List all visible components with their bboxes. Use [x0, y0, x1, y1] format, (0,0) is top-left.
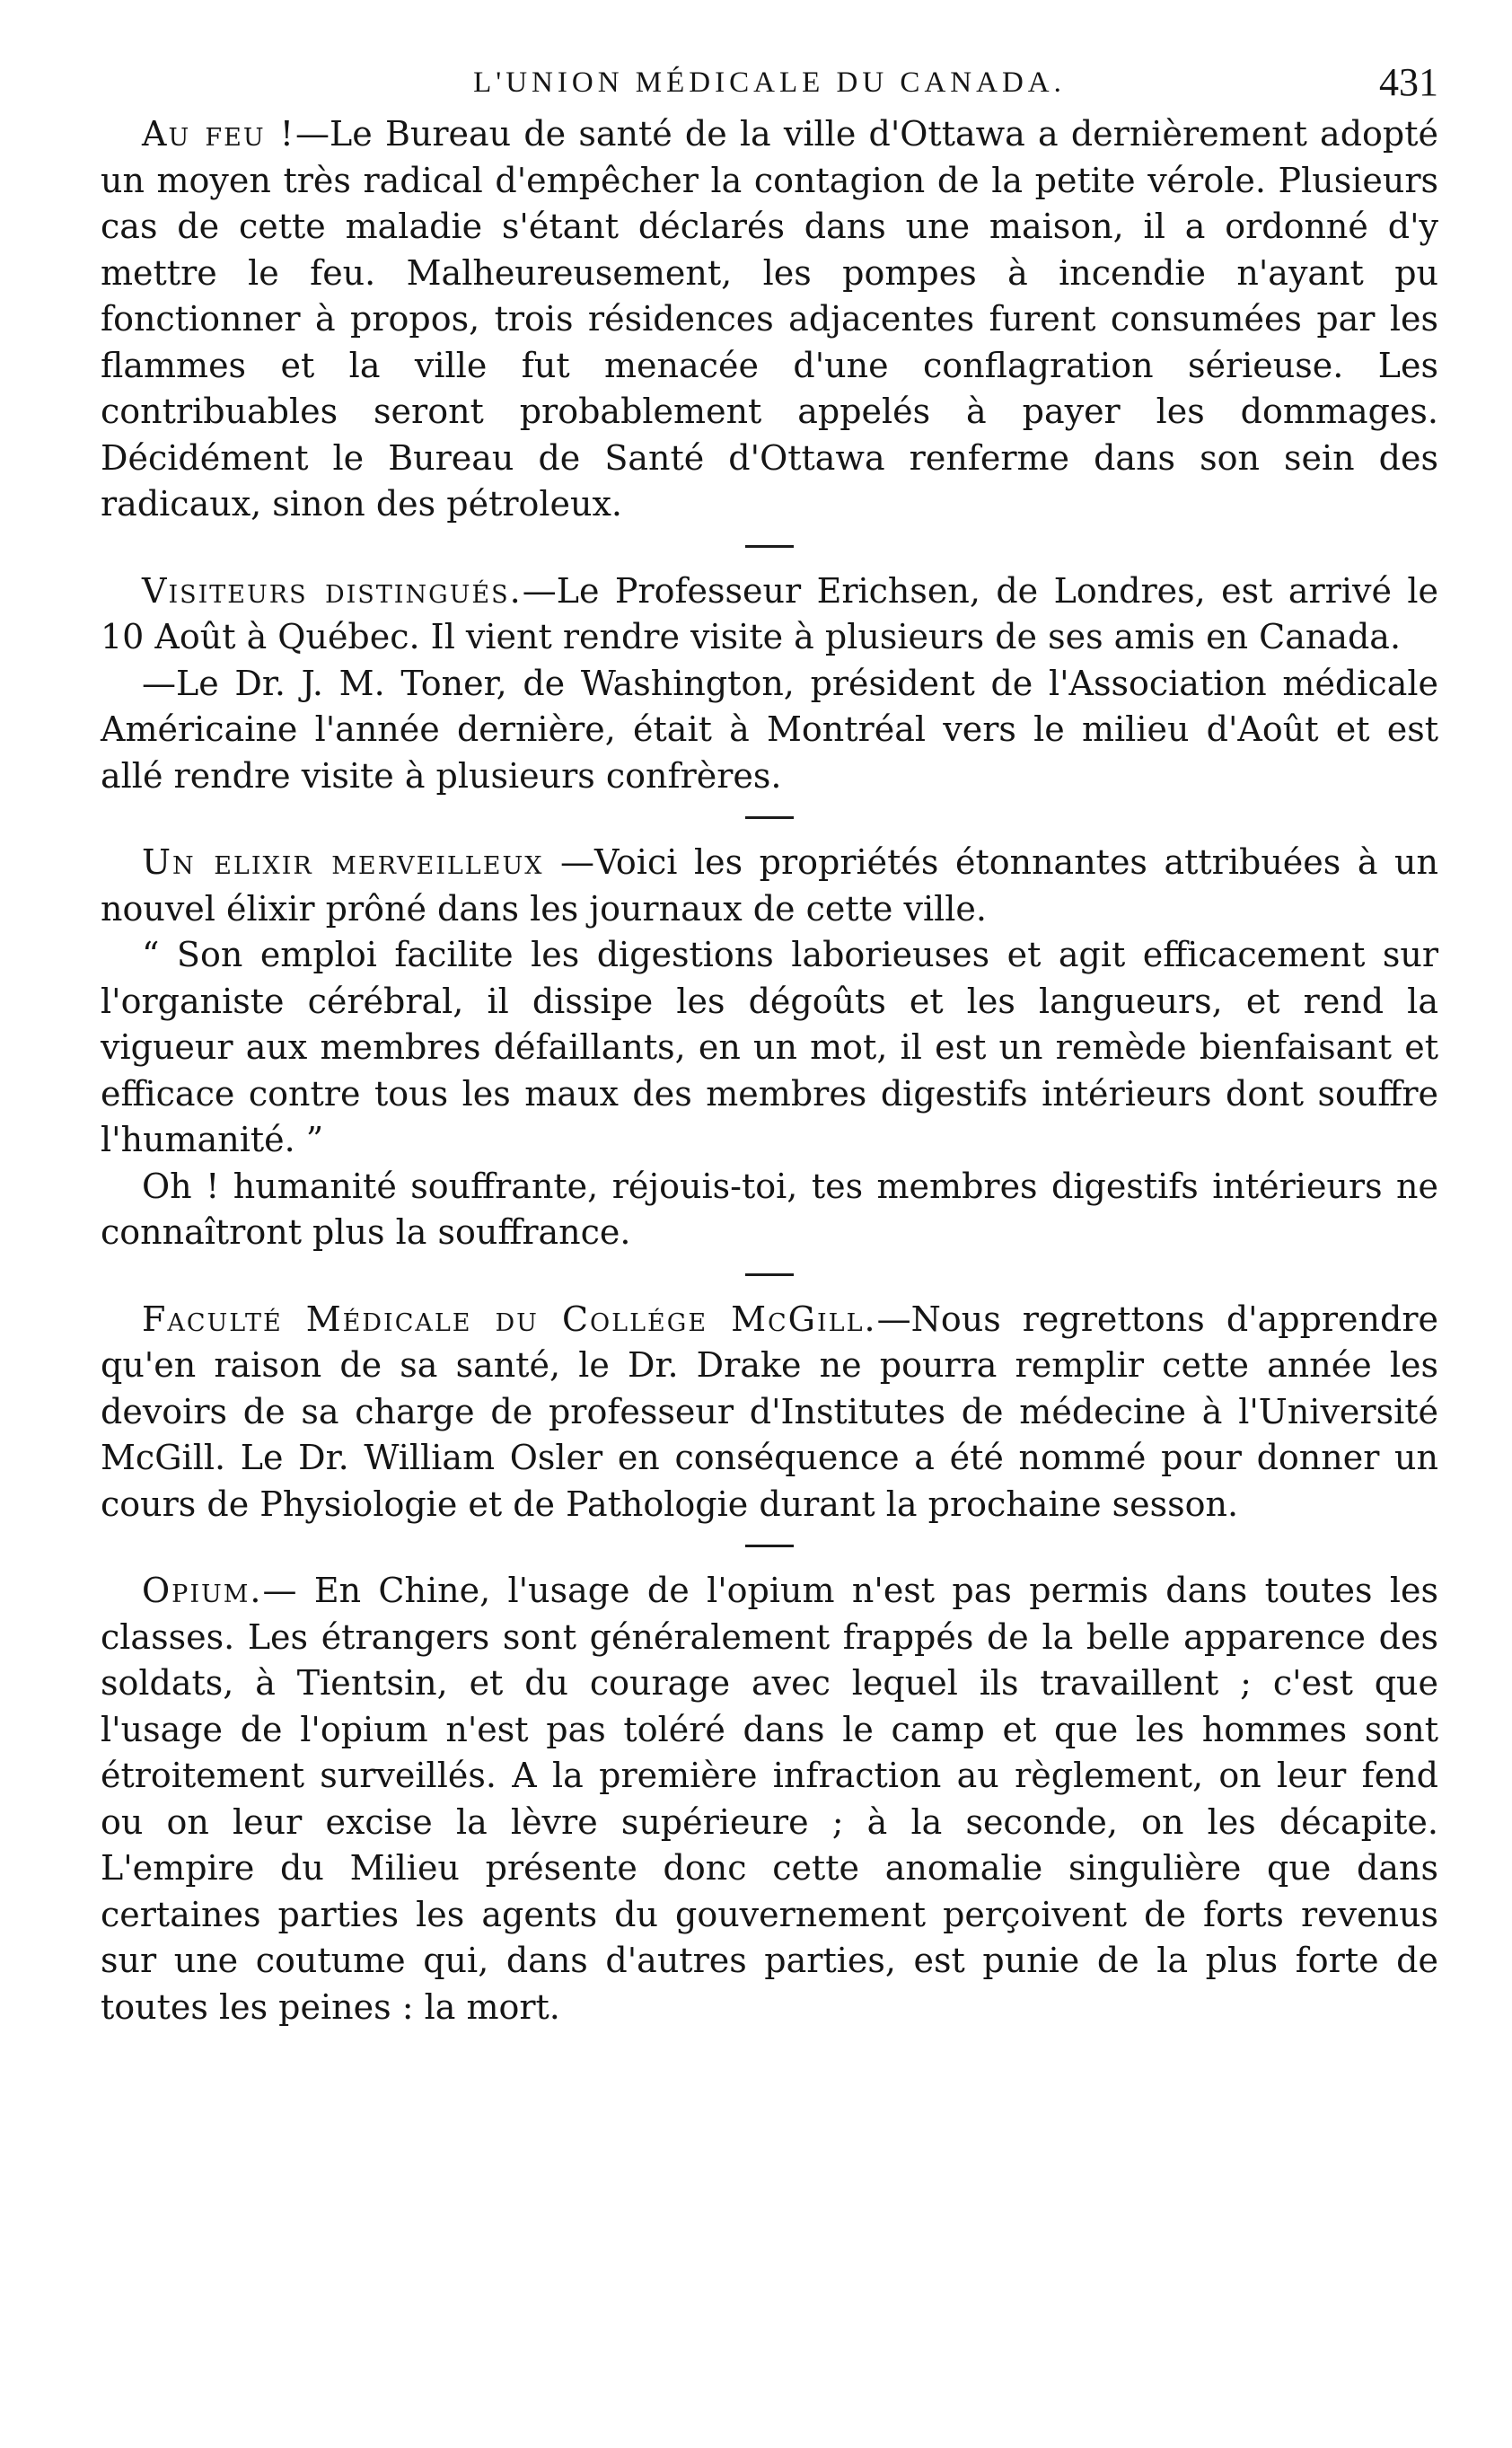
section-divider	[745, 1545, 794, 1547]
article-paragraph	[101, 840, 1438, 932]
section-divider	[745, 1273, 794, 1276]
article-heading: Faculté Médicale du Collége McGill.	[142, 1299, 877, 1339]
article-faculte-medicale-mcgill	[101, 1297, 1438, 1528]
article-heading: Un elixir merveilleux	[142, 842, 544, 882]
page-number: 431	[1379, 60, 1438, 104]
article-heading: Visiteurs distingués.	[142, 570, 523, 611]
article-text: —Voici les propriétés étonnantes attribuées à un nouvel élixir prôné dans les journaux de cette ville.	[101, 842, 1438, 929]
article-paragraph: —Le Dr. J. M. Toner, de Washington, président de l'Association médicale Américaine l'année dernière, était à Montréal vers le milieu d'Août et est allé rendre visite à plusieurs confrères.	[101, 663, 1438, 796]
running-title: L'UNION MÉDICALE DU CANADA.	[473, 66, 1066, 99]
article-paragraph: “ Son emploi facilite les digestions laborieuses et agit efficacement sur l'organiste cérébral, il dissipe les dégoûts et les langueurs, et rend la vigueur aux membres défaillants, en un mot, il est un remède bienfaisant et efficace contre tous les maux des membres digestifs intérieurs dont souffre l'humanité. ”	[101, 935, 1438, 1159]
article-text: —Le Bureau de santé de la ville d'Ottawa a dernièrement adopté un moyen très radical d'empêcher la contagion de la petite vérole. Plusieurs cas de cette maladie s'étant déclarés dans une maison, il a ordonné d'y mettre le feu. Malheureusement, les pompes à incendie n'ayant pu fonctionner à propos, trois résidences adjacentes furent consumées par les flammes et la ville fut menacée d'une conflagration sérieuse. Les contribuables seront probablement appelés à payer les dommages. Décidément le Bureau de Santé d'Ottawa renferme dans son sein des radicaux, sinon des pétroleux.	[101, 114, 1438, 524]
article-paragraph	[101, 111, 1438, 528]
article-visiteurs-distingues	[101, 568, 1438, 800]
article-heading: Au feu !	[142, 114, 296, 154]
article-heading: Opium.	[142, 1571, 263, 1610]
article-text: —Nous regrettons d'apprendre qu'en raison de sa santé, le Dr. Drake ne pourra remplir cette année les devoirs de sa charge de professeur d'Institutes de médecine à l'Université McGill. Le Dr. William Osler en conséquence a été nommé pour donner un cours de Physiologie et de Pathologie durant la prochaine sesson.	[101, 1299, 1438, 1524]
article-opium	[101, 1568, 1438, 2030]
running-header	[101, 54, 1438, 111]
article-paragraph	[101, 1297, 1438, 1528]
article-paragraph	[101, 1568, 1438, 2030]
article-text: —Le Professeur Erichsen, de Londres, est arrivé le 10 Août à Québec. Il vient rendre visite à plusieurs de ses amis en Canada.	[101, 570, 1438, 656]
article-au-feu	[101, 111, 1438, 528]
article-paragraph	[101, 568, 1438, 661]
article-text: — En Chine, l'usage de l'opium n'est pas permis dans toutes les classes. Les étrangers sont généralement frappés de la belle apparence des soldats, à Tientsin, et du courage avec lequel ils travaillent ; c'est que l'usage de l'opium n'est pas toléré dans le camp et que les hommes sont étroitement surveillés. A la première infraction au règlement, on leur fend ou on leur excise la lèvre supérieure ; à la seconde, on les décapite. L'empire du Milieu présente donc cette anomalie singulière que dans certaines parties les agents du gouvernement perçoivent de forts revenus sur une coutume qui, dans d'autres parties, est punie de la plus forte de toutes les peines : la mort.	[101, 1571, 1438, 2027]
section-divider	[745, 816, 794, 819]
article-un-elixir-merveilleux	[101, 840, 1438, 1256]
article-paragraph: Oh ! humanité souffrante, réjouis-toi, tes membres digestifs intérieurs ne connaîtront plus la souffrance.	[101, 1166, 1438, 1252]
journal-page	[101, 54, 1438, 2030]
section-divider	[745, 545, 794, 548]
